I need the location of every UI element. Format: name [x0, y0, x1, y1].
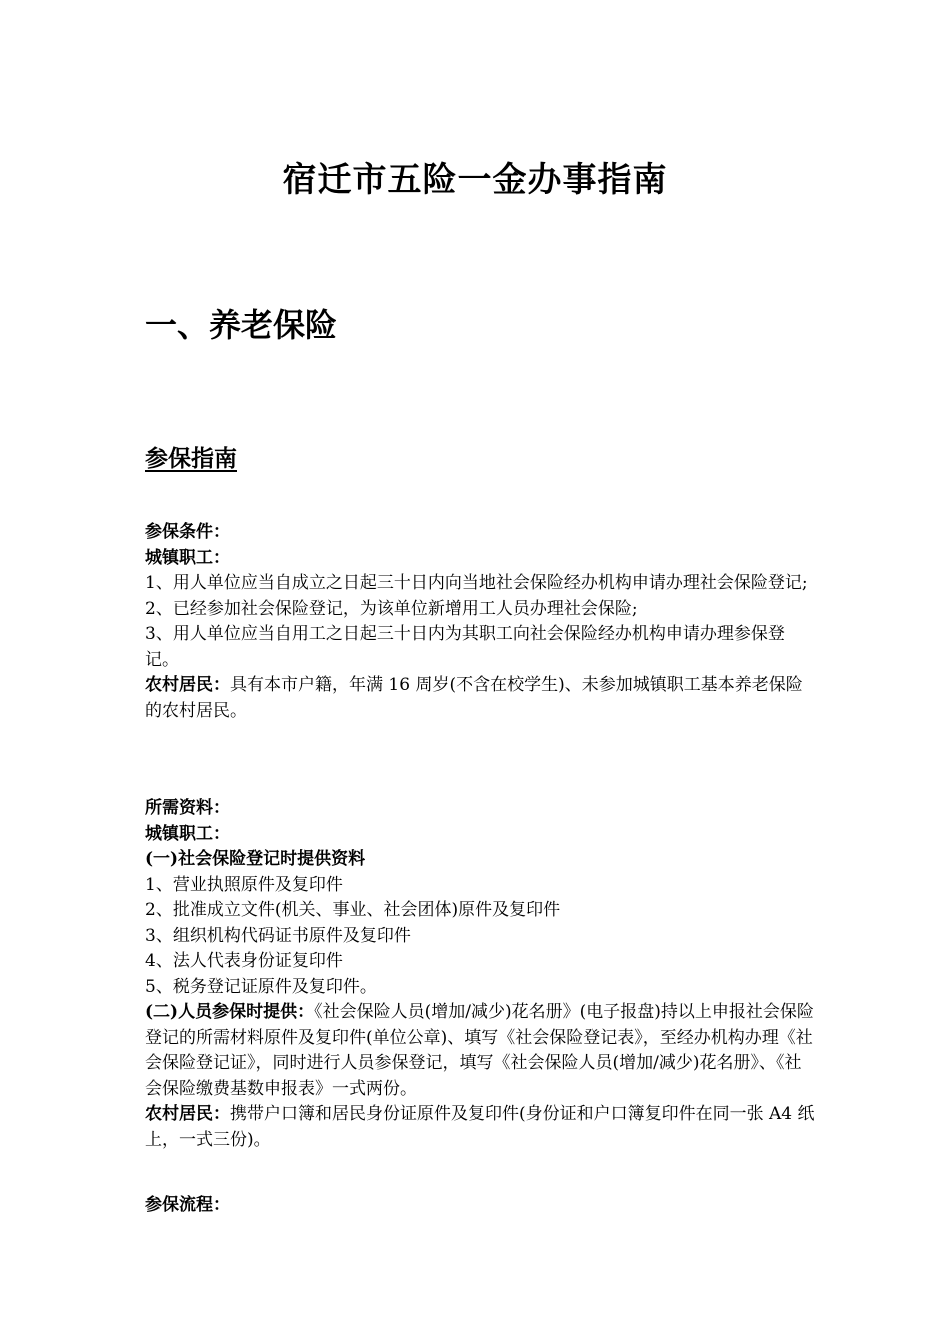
materials-group1-item: 5、税务登记证原件及复印件。	[145, 976, 377, 997]
materials-group2-text: 《社会保险人员(增加/减少)花名册》(电子报盘)持以上申报社会保险登记的所需材料原件及复印件(单位公章)、填写《社会保险登记表》，至经办机构办理《社会保险登记证》，同时进行人员参保登记，填写《社会保险人员(增加/减少)花名册》、《社会保险缴费基数申报表》一式两份。	[145, 1002, 814, 1099]
conditions-urban-item: 2、已经参加社会保险登记，为该单位新增用工人员办理社会保险;	[145, 598, 638, 619]
required-materials-block	[145, 796, 815, 1153]
materials-group2-label: (二)人员参保时提供：	[145, 1002, 315, 1022]
section-heading-pension: 一、养老保险	[145, 306, 338, 344]
materials-rural-label: 农村居民：	[145, 1104, 230, 1124]
conditions-rural-label: 农村居民：	[145, 675, 230, 695]
conditions-rural-text: 具有本市户籍，年满 16 周岁(不含在校学生)、未参加城镇职工基本养老保险的农村居民。	[145, 675, 803, 721]
materials-group1-item: 4、法人代表身份证复印件	[145, 951, 343, 971]
conditions-urban-label: 城镇职工：	[145, 547, 230, 568]
conditions-urban-item: 1、用人单位应当自成立之日起三十日内向当地社会保险经办机构申请办理社会保险登记;	[145, 573, 808, 593]
materials-group1-item: 3、组织机构代码证书原件及复印件	[145, 925, 411, 946]
sub-heading-enrollment-guide: 参保指南	[145, 445, 237, 472]
materials-urban-label: 城镇职工：	[145, 823, 230, 844]
enrollment-process-block	[145, 1193, 815, 1219]
conditions-urban-item: 3、用人单位应当自用工之日起三十日内为其职工向社会保险经办机构申请办理参保登记。	[145, 624, 785, 670]
materials-rural-paragraph	[145, 1102, 815, 1153]
enrollment-conditions-block	[145, 520, 815, 724]
conditions-heading: 参保条件：	[145, 522, 230, 542]
materials-group1-item: 1、营业执照原件及复印件	[145, 874, 343, 895]
conditions-rural-paragraph	[145, 673, 815, 724]
document-title: 宿迁市五险一金办事指南	[282, 160, 668, 200]
materials-group2-paragraph	[145, 1000, 815, 1102]
materials-group1-label: (一)社会保险登记时提供资料	[145, 849, 366, 869]
materials-rural-text: 携带户口簿和居民身份证原件及复印件(身份证和户口簿复印件在同一张 A4 纸上，一式三份)。	[145, 1104, 815, 1150]
materials-heading: 所需资料：	[145, 798, 230, 818]
materials-group1-item: 2、批准成立文件(机关、事业、社会团体)原件及复印件	[145, 900, 561, 920]
process-heading: 参保流程：	[145, 1195, 230, 1215]
